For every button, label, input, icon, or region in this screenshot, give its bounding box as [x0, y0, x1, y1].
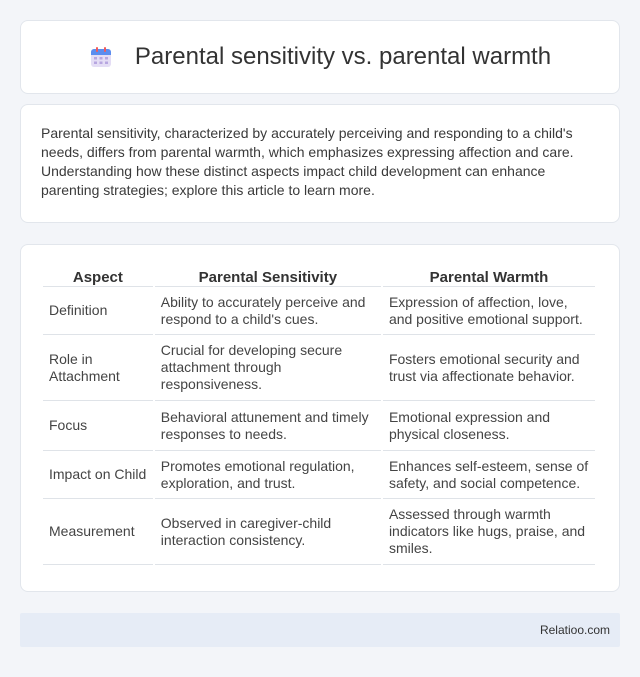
calendar-icon — [89, 45, 113, 69]
table-row — [43, 401, 595, 451]
table-header-row — [43, 265, 595, 287]
table-row — [43, 451, 595, 499]
header-sensitivity: Parental Sensitivity — [155, 265, 381, 287]
table-row — [43, 499, 595, 565]
cell-sensitivity: Observed in caregiver-child interaction consistency. — [155, 499, 381, 565]
cell-sensitivity: Crucial for developing secure attachment through responsiveness. — [155, 335, 381, 401]
cell-aspect: Measurement — [43, 499, 153, 565]
table-row — [43, 287, 595, 335]
intro-text: Parental sensitivity, characterized by accurately perceiving and responding to a child's needs, differs from parental warmth, which emphasizes expressing affection and care. Understanding how these distinct aspects impact child development can enhance parenting strategies; explore this article to learn more. — [41, 125, 574, 198]
comparison-table — [41, 265, 597, 565]
cell-warmth: Expression of affection, love, and positive emotional support. — [383, 287, 595, 335]
page-title-text: Parental sensitivity vs. parental warmth — [134, 43, 552, 70]
page-title — [89, 43, 551, 71]
cell-aspect: Impact on Child — [43, 451, 153, 499]
intro-card — [20, 104, 620, 223]
cell-warmth: Assessed through warmth indicators like hugs, praise, and smiles. — [383, 499, 595, 565]
title-card — [20, 20, 620, 94]
header-warmth: Parental Warmth — [383, 265, 595, 287]
cell-warmth: Fosters emotional security and trust via affectionate behavior. — [383, 335, 595, 401]
cell-sensitivity: Behavioral attunement and timely responses to needs. — [155, 401, 381, 451]
cell-aspect: Definition — [43, 287, 153, 335]
cell-warmth: Enhances self-esteem, sense of safety, and social competence. — [383, 451, 595, 499]
cell-aspect: Role in Attachment — [43, 335, 153, 401]
table-row — [43, 335, 595, 401]
cell-aspect: Focus — [43, 401, 153, 451]
cell-sensitivity: Ability to accurately perceive and respond to a child's cues. — [155, 287, 381, 335]
footer — [20, 613, 620, 647]
comparison-table-card — [20, 244, 620, 592]
cell-warmth: Emotional expression and physical closeness. — [383, 401, 595, 451]
footer-brand: Relatioo.com — [539, 623, 610, 637]
cell-sensitivity: Promotes emotional regulation, exploration, and trust. — [155, 451, 381, 499]
header-aspect: Aspect — [43, 265, 153, 287]
